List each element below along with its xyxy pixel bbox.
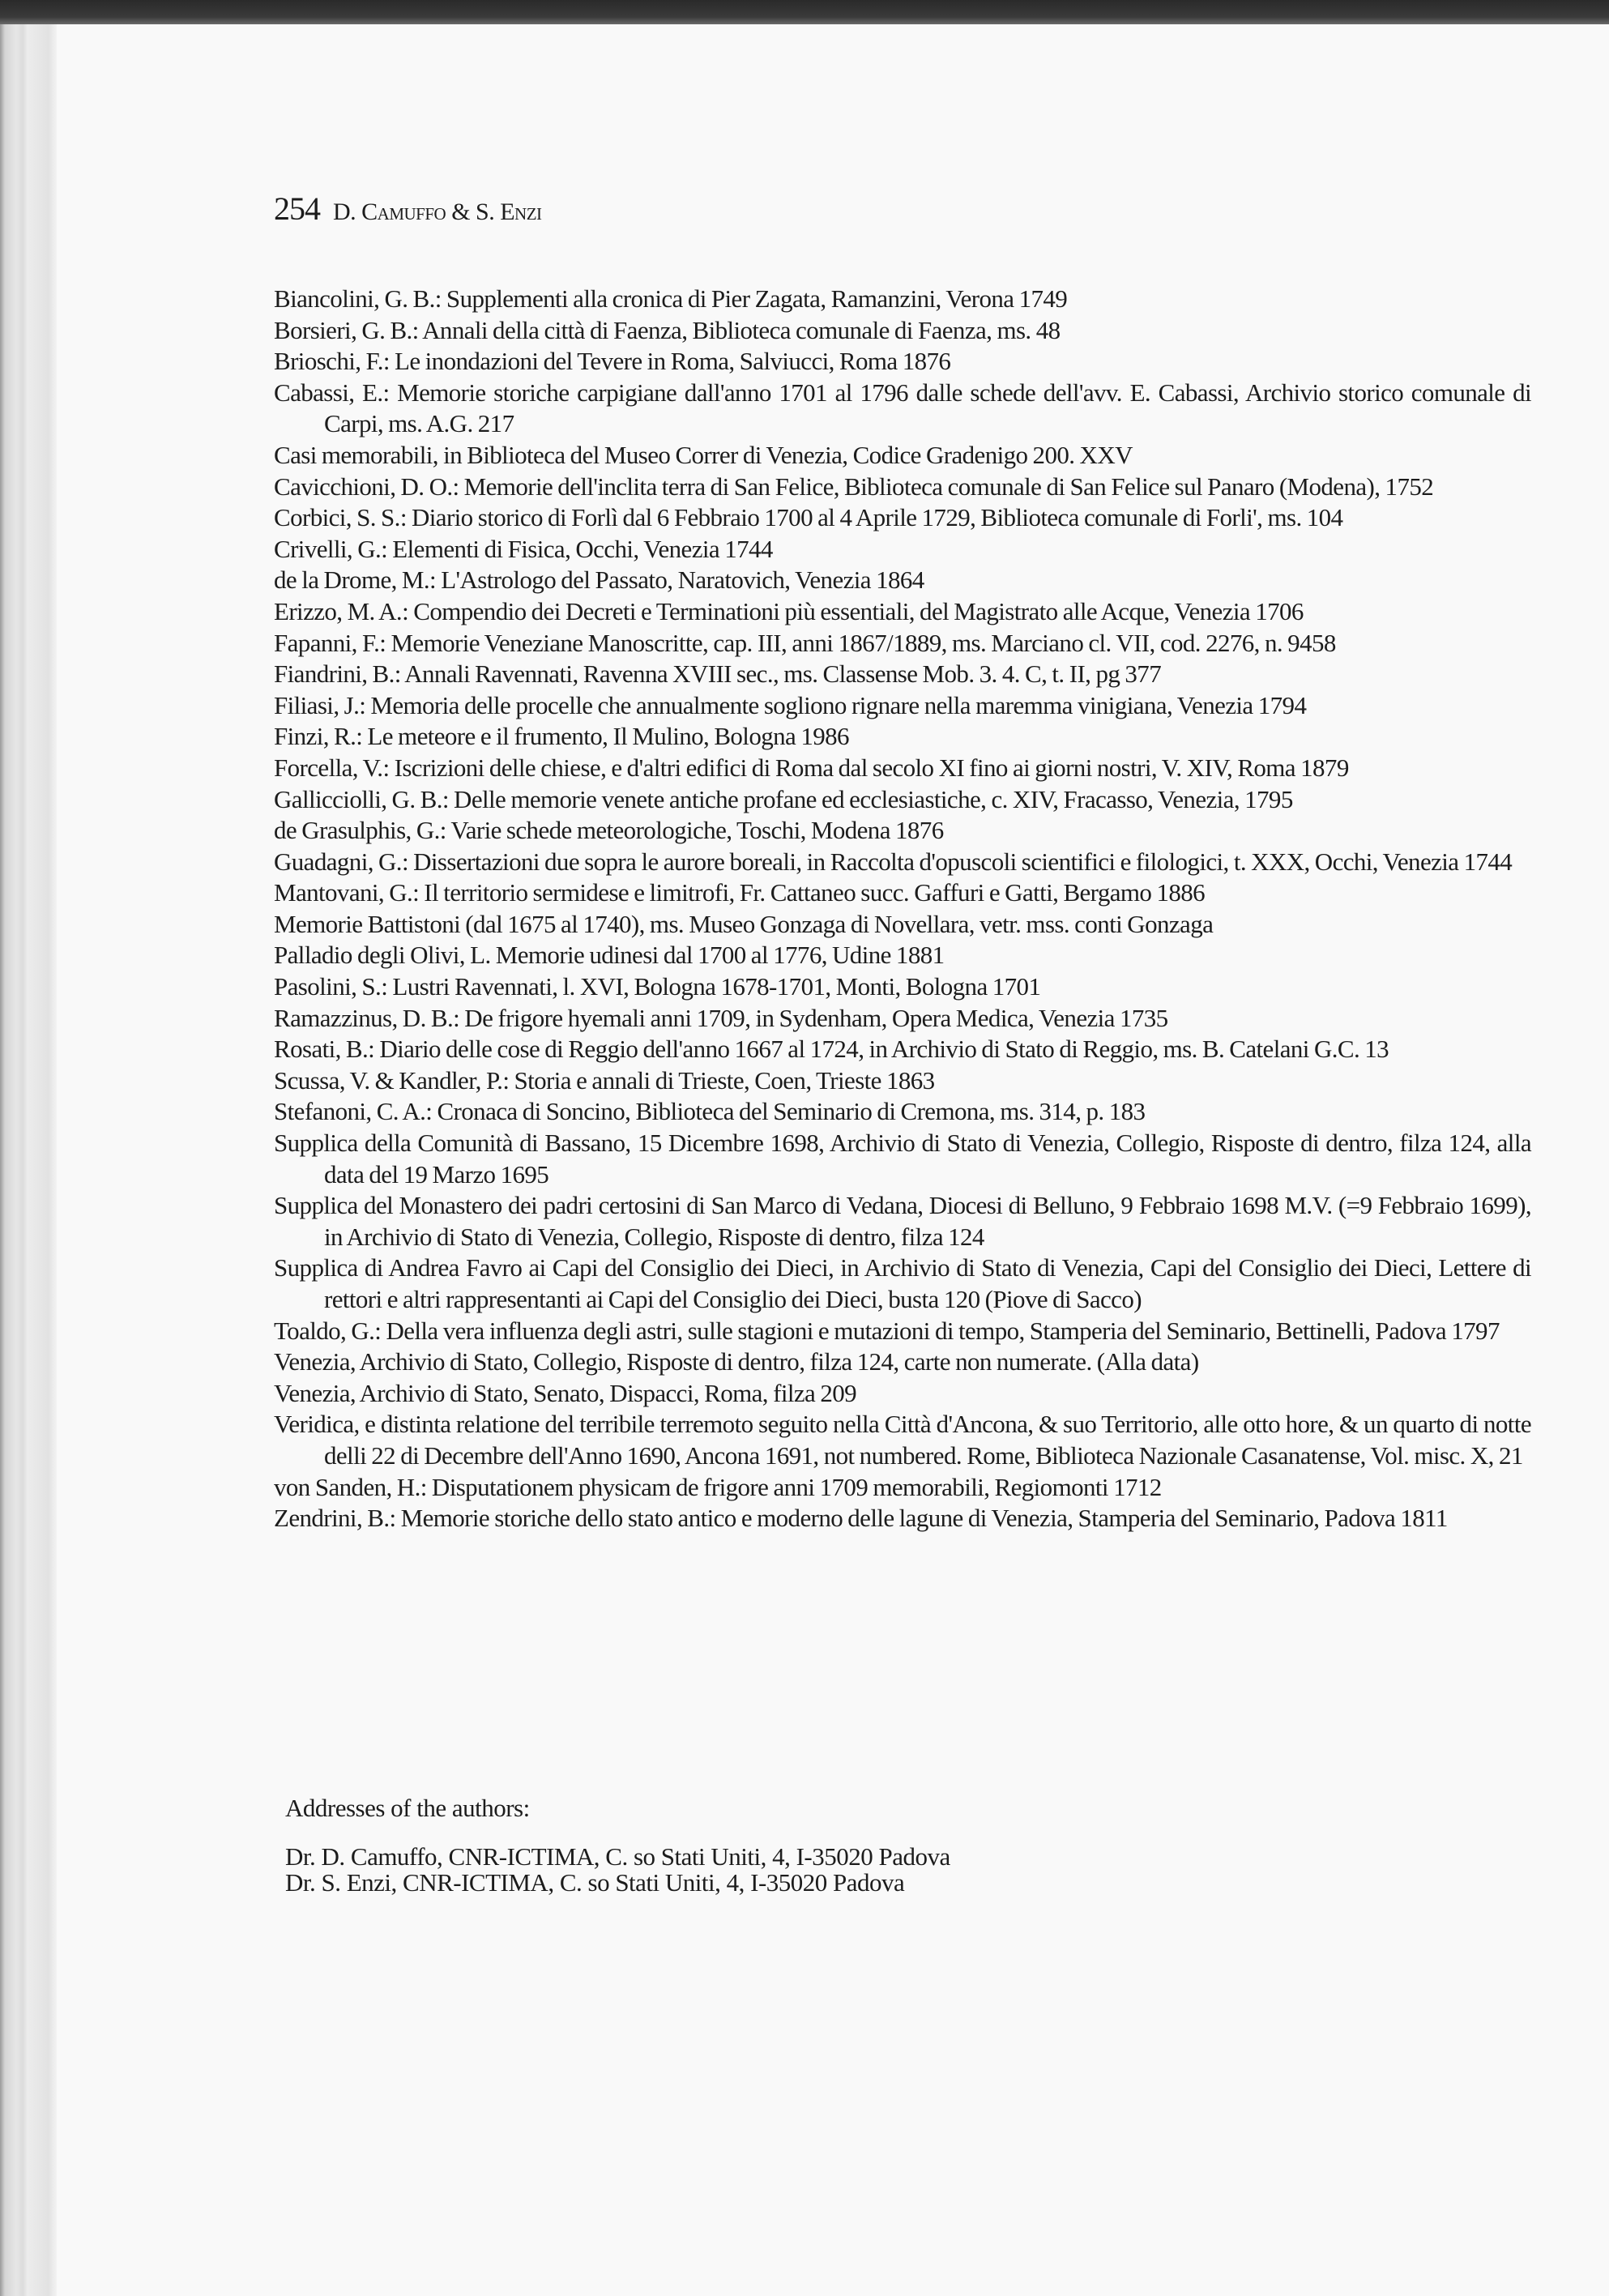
reference-entry: Palladio degli Olivi, L. Memorie udinesi dal 1700 al 1776, Udine 1881 — [274, 941, 945, 970]
reference-entry: Ramazzinus, D. B.: De frigore hyemali anni 1709, in Sydenham, Opera Medica, Venezia 1735 — [274, 1003, 1168, 1032]
reference-entry: Forcella, V.: Iscrizioni delle chiese, e d'altri edifici di Roma dal secolo XI fino ai giorni nostri, V. XIV, Roma 1879 — [274, 753, 1349, 782]
reference-entry: Fapanni, F.: Memorie Veneziane Manoscritte, cap. III, anni 1867/1889, ms. Marciano cl. VII, cod. 2276, n. 9458 — [274, 628, 1336, 657]
reference-entry: Biancolini, G. B.: Supplementi alla cronica di Pier Zagata, Ramanzini, Verona 1749 — [274, 284, 1068, 313]
reference-entry: Venezia, Archivio di Stato, Senato, Dispacci, Roma, filza 209 — [274, 1378, 857, 1407]
reference-entry: Supplica di Andrea Favro ai Capi del Consiglio dei Dieci, in Archivio di Stato di Venezia, Capi del Consiglio dei Dieci, Lettere di rettori e altri rappresentanti ai Capi del Consiglio dei Dieci, busta 120 (Piove di Sacco) — [274, 1253, 1531, 1313]
reference-entry: de Grasulphis, G.: Varie schede meteorologiche, Toschi, Modena 1876 — [274, 816, 944, 845]
reference-entry: Stefanoni, C. A.: Cronaca di Soncino, Biblioteca del Seminario di Cremona, ms. 314, p. 183 — [274, 1097, 1146, 1126]
address-line: Dr. S. Enzi, CNR-ICTIMA, C. so Stati Uniti, 4, I-35020 Padova — [285, 1868, 905, 1897]
reference-entry: Guadagni, G.: Dissertazioni due sopra le aurore boreali, in Raccolta d'opuscoli scientifici e filologici, t. XXX, Occhi, Venezia 1744 — [274, 847, 1513, 876]
address-line: Dr. D. Camuffo, CNR-ICTIMA, C. so Stati Uniti, 4, I-35020 Padova — [285, 1842, 950, 1871]
reference-entry: Venezia, Archivio di Stato, Collegio, Risposte di dentro, filza 124, carte non numerate. (Alla data) — [274, 1347, 1199, 1376]
reference-entry: Toaldo, G.: Della vera influenza degli astri, sulle stagioni e mutazioni di tempo, Stamperia del Seminario, Bettinelli, Padova 1797 — [274, 1316, 1500, 1345]
author-addresses — [285, 1792, 950, 1896]
page-header — [274, 190, 542, 228]
running-head: D. Camuffo & S. Enzi — [333, 198, 542, 225]
reference-entry: Finzi, R.: Le meteore e il frumento, Il Mulino, Bologna 1986 — [274, 722, 849, 751]
reference-entry: Filiasi, J.: Memoria delle procelle che annualmente sogliono rignare nella maremma vinigiana, Venezia 1794 — [274, 690, 1307, 719]
reference-list — [274, 284, 1531, 1534]
reference-entry: Cabassi, E.: Memorie storiche carpigiane dall'anno 1701 al 1796 dalle schede dell'avv. E. Cabassi, Archivio storico comunale di Carpi, ms. A.G. 217 — [274, 378, 1531, 438]
reference-entry: Rosati, B.: Diario delle cose di Reggio dell'anno 1667 al 1724, in Archivio di Stato di Reggio, ms. B. Catelani G.C. 13 — [274, 1035, 1389, 1064]
reference-entry: Brioschi, F.: Le inondazioni del Tevere in Roma, Salviucci, Roma 1876 — [274, 347, 951, 376]
page-number: 254 — [274, 190, 320, 227]
scan-top-border — [0, 0, 1609, 24]
reference-entry: Supplica della Comunità di Bassano, 15 Dicembre 1698, Archivio di Stato di Venezia, Collegio, Risposte di dentro, filza 124, alla data del 19 Marzo 1695 — [274, 1129, 1531, 1189]
reference-entry: de la Drome, M.: L'Astrologo del Passato, Naratovich, Venezia 1864 — [274, 565, 924, 595]
reference-entry: Supplica del Monastero dei padri certosini di San Marco di Vedana, Diocesi di Belluno, 9 Febbraio 1698 M.V. (=9 Febbraio 1699), in Archivio di Stato di Venezia, Collegio, Risposte di dentro, filza 124 — [274, 1191, 1531, 1251]
reference-entry: Erizzo, M. A.: Compendio dei Decreti e Terminationi più essentiali, del Magistrato alle Acque, Venezia 1706 — [274, 596, 1304, 625]
reference-entry: Casi memorabili, in Biblioteca del Museo Correr di Venezia, Codice Gradenigo 200. XXV — [274, 440, 1133, 469]
reference-entry: Zendrini, B.: Memorie storiche dello stato antico e moderno delle lagune di Venezia, Stamperia del Seminario, Padova 1811 — [274, 1504, 1448, 1533]
reference-entry: Mantovani, G.: Il territorio sermidese e limitrofi, Fr. Cattaneo succ. Gaffuri e Gatti, Bergamo 1886 — [274, 878, 1206, 907]
scan-page-edge — [0, 24, 57, 2296]
reference-entry: Scussa, V. & Kandler, P.: Storia e annali di Trieste, Coen, Trieste 1863 — [274, 1065, 935, 1095]
reference-entry: Pasolini, S.: Lustri Ravennati, l. XVI, Bologna 1678-1701, Monti, Bologna 1701 — [274, 972, 1041, 1001]
reference-entry: Crivelli, G.: Elementi di Fisica, Occhi, Venezia 1744 — [274, 534, 773, 563]
reference-entry: Veridica, e distinta relatione del terribile terremoto seguito nella Città d'Ancona, & suo Territorio, alle otto hore, & un quarto di notte delli 22 di Decembre dell'Anno 1690, Ancona 1691, not numbered. Rome, Biblioteca Nazionale Casanatense, Vol. misc. X, 21 — [274, 1410, 1531, 1470]
addresses-heading: Addresses of the authors: — [285, 1794, 530, 1822]
reference-entry: von Sanden, H.: Disputationem physicam de frigore anni 1709 memorabili, Regiomonti 1712 — [274, 1472, 1162, 1501]
reference-entry: Fiandrini, B.: Annali Ravennati, Ravenna XVIII sec., ms. Classense Mob. 3. 4. C, t. II, pg 377 — [274, 659, 1162, 689]
reference-entry: Corbici, S. S.: Diario storico di Forlì dal 6 Febbraio 1700 al 4 Aprile 1729, Biblioteca comunale di Forli', ms. 104 — [274, 503, 1343, 532]
reference-entry: Borsieri, G. B.: Annali della città di Faenza, Biblioteca comunale di Faenza, ms. 48 — [274, 315, 1061, 344]
reference-entry: Gallicciolli, G. B.: Delle memorie venete antiche profane ed ecclesiastiche, c. XIV, Fracasso, Venezia, 1795 — [274, 784, 1293, 813]
reference-entry: Cavicchioni, D. O.: Memorie dell'inclita terra di San Felice, Biblioteca comunale di San Felice sul Panaro (Modena), 1752 — [274, 472, 1434, 501]
reference-entry: Memorie Battistoni (dal 1675 al 1740), ms. Museo Gonzaga di Novellara, vetr. mss. conti Gonzaga — [274, 909, 1214, 938]
